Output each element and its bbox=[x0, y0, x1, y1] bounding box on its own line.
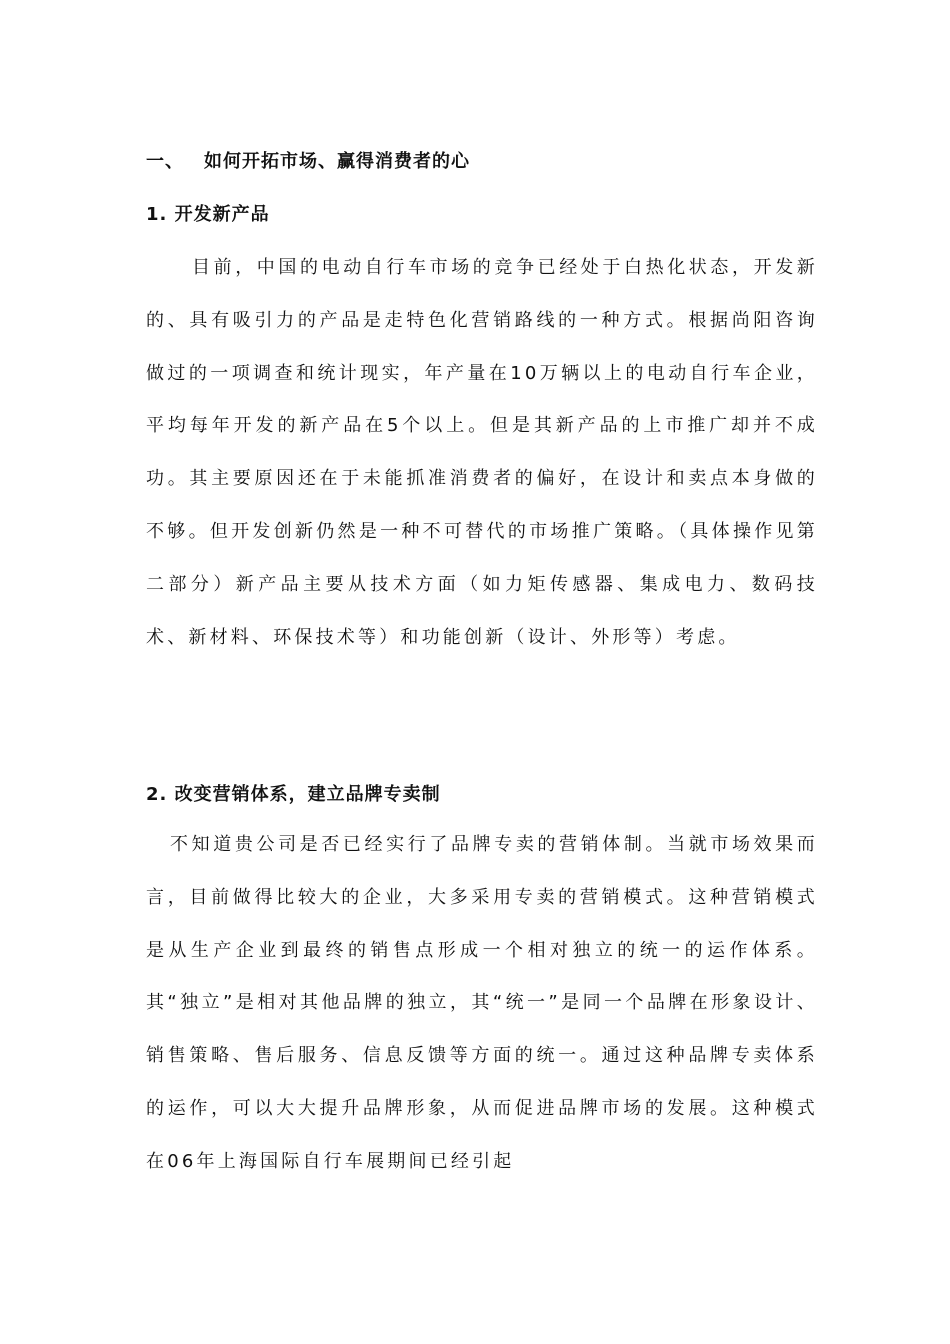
subsection-paragraph-2: 不知道贵公司是否已经实行了品牌专卖的营销体制。当就市场效果而言，目前做得比较大的企业，大多采用专卖的营销模式。这种营销模式是从生产企业到最终的销售点形成一个相对独立的统一的运作体系。其“独立”是相对其他品牌的独立，其“统一”是同一个品牌在形象设计、销售策略、售后服务、信息反馈等方面的统一。通过这种品牌专卖体系的运作，可以大大提升品牌形象，从而促进品牌市场的发展。这种模式在06年上海国际自行车展期间已经引起 bbox=[146, 834, 818, 1172]
subsection-heading-1: 1. 开发新产品 bbox=[146, 204, 270, 225]
subsection-paragraph-1: 目前，中国的电动自行车市场的竞争已经处于白热化状态，开发新的、具有吸引力的产品是走特色化营销路线的一种方式。根据尚阳咨询做过的一项调查和统计现实，年产量在10万辆以上的电动自行车企业，平均每年开发的新产品在5个以上。但是其新产品的上市推广却并不成功。其主要原因还在于未能抓准消费者的偏好，在设计和卖点本身做的不够。但开发创新仍然是一种不可替代的市场推广策略。（具体操作见第二部分）新产品主要从技术方面（如力矩传感器、集成电力、数码技术、新材料、环保技术等）和功能创新（设计、外形等）考虑。 bbox=[146, 257, 818, 648]
section-heading bbox=[146, 147, 470, 173]
section-number: 一、 bbox=[146, 151, 184, 172]
subsection-heading-2: 2. 改变营销体系，建立品牌专卖制 bbox=[146, 784, 441, 805]
section-title: 如何开拓市场、赢得消费者的心 bbox=[204, 151, 470, 172]
